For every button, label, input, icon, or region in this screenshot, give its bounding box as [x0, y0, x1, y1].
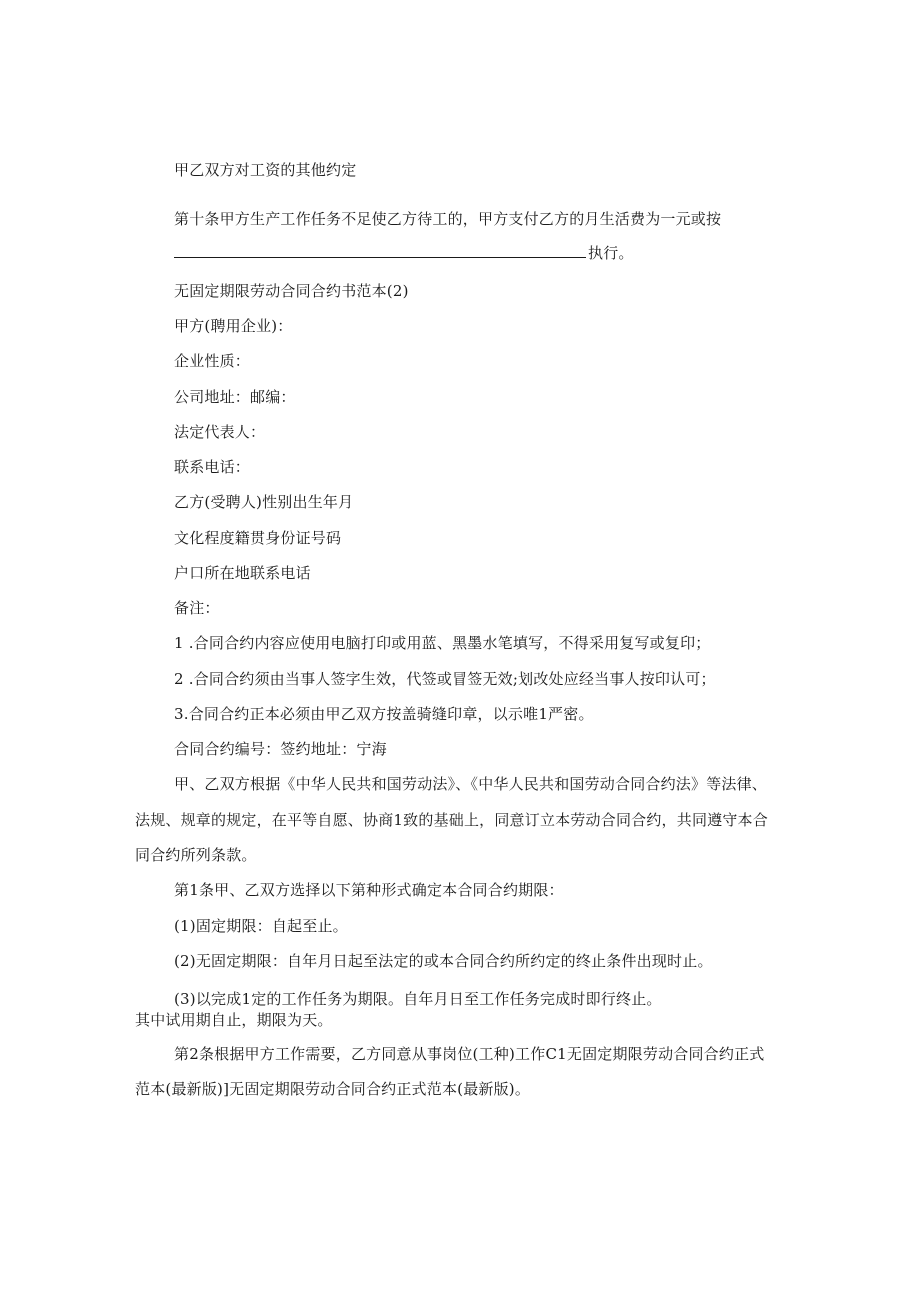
term-option-2: (2)无固定期限：自年月日起至法定的或本合同合约所约定的终止条件出现时止。	[174, 952, 713, 970]
party-a-label: 甲方(聘用企业)：	[174, 317, 293, 335]
note-1: 1 .合同合约内容应使用电脑打印或用蓝、黑墨水笔填写，不得采用复写或复印；	[174, 634, 711, 652]
article10-line2-suffix: 执行。	[588, 244, 634, 262]
legal-rep-label: 法定代表人：	[174, 423, 266, 441]
template-title: 无固定期限劳动合同合约书范本(2)	[174, 282, 409, 300]
contract-number-line: 合同合约编号：签约地址：宁海	[174, 740, 387, 758]
preamble-line-2: 法规、规章的规定，在平等自愿、协商1致的基础上，同意订立本劳动合同合约，共同遵守本合	[135, 811, 768, 829]
term-option-3: (3)以完成1定的工作任务为期限。自年月日至工作任务完成时即行终止。	[174, 990, 662, 1008]
article-2-line-1: 第2条根据甲方工作需要，乙方同意从事岗位(工种)工作C1无固定期限劳动合同合约正式	[174, 1045, 765, 1063]
company-address-label: 公司地址：邮编：	[174, 388, 296, 406]
note-2: 2 .合同合约须由当事人签字生效，代签或冒签无效;划改处应经当事人按印认可；	[174, 670, 716, 688]
article-1: 第1条甲、乙双方选择以下第种形式确定本合同合约期限：	[174, 881, 564, 899]
party-b-label: 乙方(受聘人)性别出生年月	[174, 493, 354, 511]
note-3: 3.合同合约正本必须由甲乙双方按盖骑缝印章，以示唯1严密。	[174, 705, 594, 723]
notes-label: 备注：	[174, 599, 220, 617]
probation-line: 其中试用期自止，期限为天。	[135, 1011, 333, 1029]
residence-label: 户口所在地联系电话	[174, 564, 311, 582]
article10-line2	[174, 243, 634, 263]
contact-phone-label: 联系电话：	[174, 458, 251, 476]
salary-heading: 甲乙双方对工资的其他约定	[174, 161, 357, 179]
preamble-line-1: 甲、乙双方根据《中华人民共和国劳动法》、《中华人民共和国劳动合同合约法》等法律、	[174, 775, 768, 793]
fill-in-blank	[174, 243, 586, 258]
article-2-line-2: 范本(最新版)]无固定期限劳动合同合约正式范本(最新版)。	[135, 1080, 531, 1098]
preamble-line-3: 同合约所列条款。	[135, 846, 257, 864]
education-label: 文化程度籍贯身份证号码	[174, 529, 342, 547]
enterprise-nature-label: 企业性质：	[174, 352, 251, 370]
article10-line1: 第十条甲方生产工作任务不足使乙方待工的，甲方支付乙方的月生活费为一元或按	[174, 210, 722, 228]
term-option-1: (1)固定期限：自起至止。	[174, 917, 348, 935]
